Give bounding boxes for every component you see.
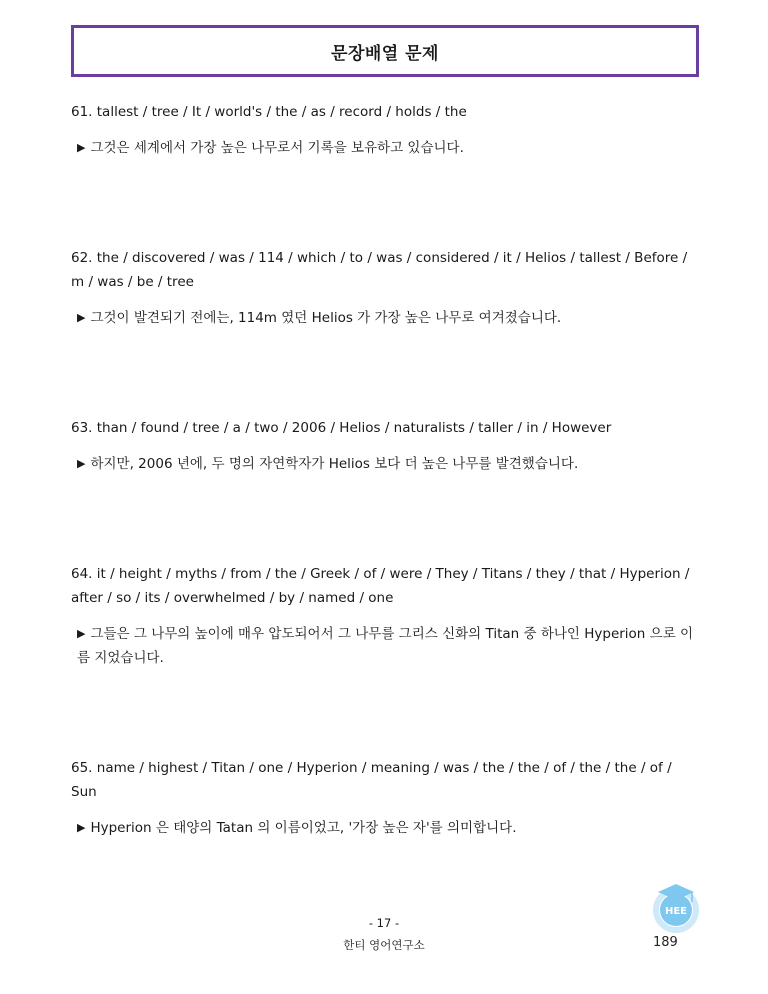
problem-translation: 그것은 세계에서 가장 높은 나무로서 기록을 보유하고 있습니다. <box>90 140 464 156</box>
problem-translation: 그것이 발견되기 전에는, 114m 였던 Helios 가 가장 높은 나무로 여겨졌습니다. <box>90 310 562 326</box>
problem-prompt: 62. the / discovered / was / 114 / which / to / was / considered / it / Helios / tallest / Before / m / was / be / tree <box>71 250 688 290</box>
problem-61 <box>71 100 699 160</box>
problem-translation-line <box>71 306 699 330</box>
problem-translation: 하지만, 2006 년에, 두 명의 자연학자가 Helios 보다 더 높은 나무를 발견했습니다. <box>90 456 579 472</box>
problem-62 <box>71 246 699 330</box>
page-marker: - 17 - <box>368 916 400 930</box>
problem-translation-line <box>71 136 699 160</box>
problem-translation-line <box>71 622 699 670</box>
logo-text: HEE <box>664 906 688 917</box>
problem-65 <box>71 756 699 840</box>
problem-64 <box>71 562 699 670</box>
arrow-icon: ▶ <box>77 141 86 154</box>
problem-prompt: 65. name / highest / Titan / one / Hyperion / meaning / was / the / the / of / the / the / of / Sun <box>71 760 672 800</box>
arrow-icon: ▶ <box>77 821 86 834</box>
problem-translation: 그들은 그 나무의 높이에 매우 압도되어서 그 나무를 그리스 신화의 Titan 중 하나인 Hyperion 으로 이름 지었습니다. <box>77 626 694 666</box>
arrow-icon: ▶ <box>77 457 86 470</box>
problem-translation: Hyperion 은 태양의 Tatan 의 이름이었고, '가장 높은 자'를 의미합니다. <box>90 820 517 836</box>
page-title: 문장배열 문제 <box>331 43 439 64</box>
problem-translation-line <box>71 816 699 840</box>
book-page-number: 189 <box>653 935 678 950</box>
problem-prompt: 61. tallest / tree / It / world's / the / as / record / holds / the <box>71 104 467 120</box>
organization-name: 한티 영어연구소 <box>343 938 425 952</box>
problem-prompt: 64. it / height / myths / from / the / Greek / of / were / They / Titans / they / that / Hyperion / after / so / its / overwhelmed / by / named / one <box>71 566 690 606</box>
problem-63 <box>71 416 699 476</box>
arrow-icon: ▶ <box>77 311 86 324</box>
title-box <box>71 25 699 77</box>
arrow-icon: ▶ <box>77 627 86 640</box>
problem-prompt: 63. than / found / tree / a / two / 2006 / Helios / naturalists / taller / in / However <box>71 420 612 436</box>
problem-translation-line <box>71 452 699 476</box>
